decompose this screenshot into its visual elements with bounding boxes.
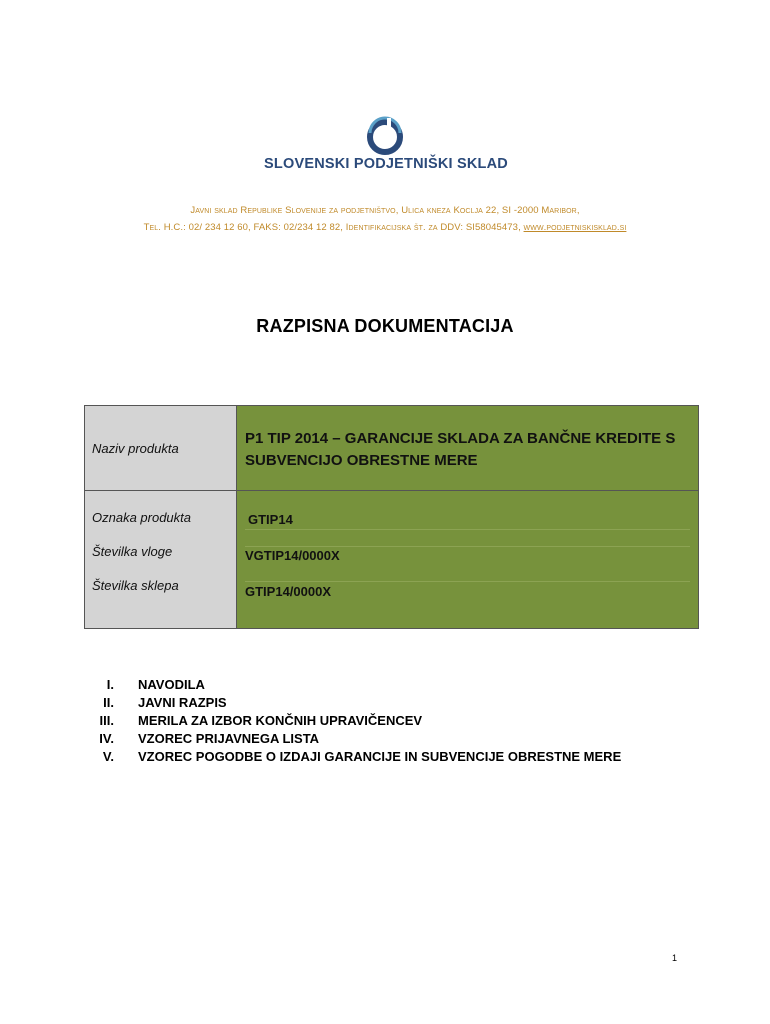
toc-text: MERILA ZA IZBOR KONČNIH UPRAVIČENCEV xyxy=(138,713,423,728)
toc-item xyxy=(84,713,684,731)
label-column xyxy=(85,406,237,628)
toc-item xyxy=(84,695,684,713)
toc-number: IV. xyxy=(99,731,114,746)
naziv-produkta-value: P1 TIP 2014 – GARANCIJE SKLADA ZA BANČNE KREDITE S SUBVENCIJO OBRESTNE MERE xyxy=(245,430,676,469)
logo xyxy=(255,112,517,184)
divider xyxy=(245,581,690,582)
stevilka-vloge-label: Številka vloge xyxy=(92,544,173,559)
stevilka-sklepa-label: Številka sklepa xyxy=(92,578,179,593)
divider xyxy=(245,546,690,547)
toc-number: I. xyxy=(106,677,114,692)
toc-item xyxy=(84,749,684,767)
toc-number: V. xyxy=(102,749,114,764)
oznaka-produkta-label: Oznaka produkta xyxy=(92,510,192,525)
stevilka-sklepa-value: GTIP14/0000X xyxy=(245,584,331,599)
toc-number: III. xyxy=(99,713,114,728)
page-number: 1 xyxy=(672,953,678,963)
address-line-2 xyxy=(0,222,770,233)
table-divider xyxy=(85,490,698,491)
logo-text: SLOVENSKI PODJETNIŠKI SKLAD xyxy=(264,156,508,172)
toc-text: JAVNI RAZPIS xyxy=(138,695,227,710)
divider xyxy=(245,529,690,530)
toc-text: NAVODILA xyxy=(138,677,205,692)
naziv-produkta-label: Naziv produkta xyxy=(92,441,179,456)
table-of-contents xyxy=(84,677,684,767)
product-info-table xyxy=(84,405,699,629)
address-line-2-text: Tel. H.C.: 02/ 234 12 60, FAKS: 02/234 12 82, Identifikacijska št. za DDV: SI58045473, xyxy=(143,222,524,233)
toc-text: VZOREC PRIJAVNEGA LISTA xyxy=(138,731,320,746)
toc-item xyxy=(84,677,684,695)
document-title: RAZPISNA DOKUMENTACIJA xyxy=(256,316,514,336)
website-link[interactable]: www.podjetniskisklad.si xyxy=(523,222,627,233)
stevilka-vloge-value: VGTIP14/0000X xyxy=(245,548,340,563)
spirit-logo-icon xyxy=(360,116,410,156)
toc-item xyxy=(84,731,684,749)
toc-text: VZOREC POGODBE O IZDAJI GARANCIJE IN SUBVENCIJE OBRESTNE MERE xyxy=(138,749,622,764)
oznaka-produkta-value: GTIP14 xyxy=(248,512,293,527)
value-column xyxy=(237,406,698,628)
toc-number: II. xyxy=(103,695,114,710)
address-line-1: Javni sklad Republike Slovenije za podjetništvo, Ulica kneza Koclja 22, SI -2000 Maribor, xyxy=(190,205,580,216)
